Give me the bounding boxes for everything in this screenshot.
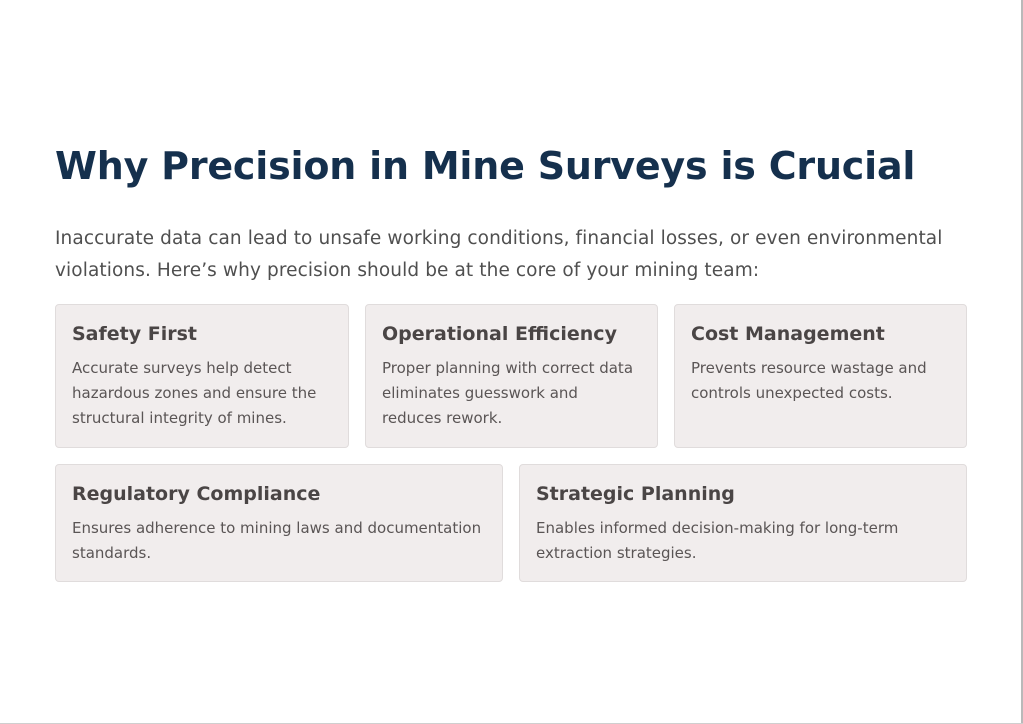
intro-paragraph: Inaccurate data can lead to unsafe working conditions, financial losses, or even environmental violations. Here’s why precision should be at the core of your mining team: xyxy=(55,228,943,281)
card-text: Proper planning with correct data eliminates guesswork and reduces rework. xyxy=(382,359,634,427)
card-safety-first xyxy=(55,304,349,448)
card-title: Operational Efficiency xyxy=(382,323,617,345)
card-title: Safety First xyxy=(72,323,197,345)
card-cost-management xyxy=(674,304,967,448)
page-title: Why Precision in Mine Surveys is Crucial xyxy=(55,144,916,188)
card-title: Regulatory Compliance xyxy=(72,483,321,505)
card-regulatory-compliance xyxy=(55,464,503,582)
card-title: Cost Management xyxy=(691,323,885,345)
card-text: Accurate surveys help detect hazardous zones and ensure the structural integrity of mines. xyxy=(72,359,317,427)
card-operational-efficiency xyxy=(365,304,658,448)
card-title: Strategic Planning xyxy=(536,483,735,505)
card-text: Ensures adherence to mining laws and documentation standards. xyxy=(72,519,482,562)
card-strategic-planning xyxy=(519,464,967,582)
card-text: Prevents resource wastage and controls unexpected costs. xyxy=(691,359,927,402)
card-text: Enables informed decision-making for long-term extraction strategies. xyxy=(536,519,899,562)
